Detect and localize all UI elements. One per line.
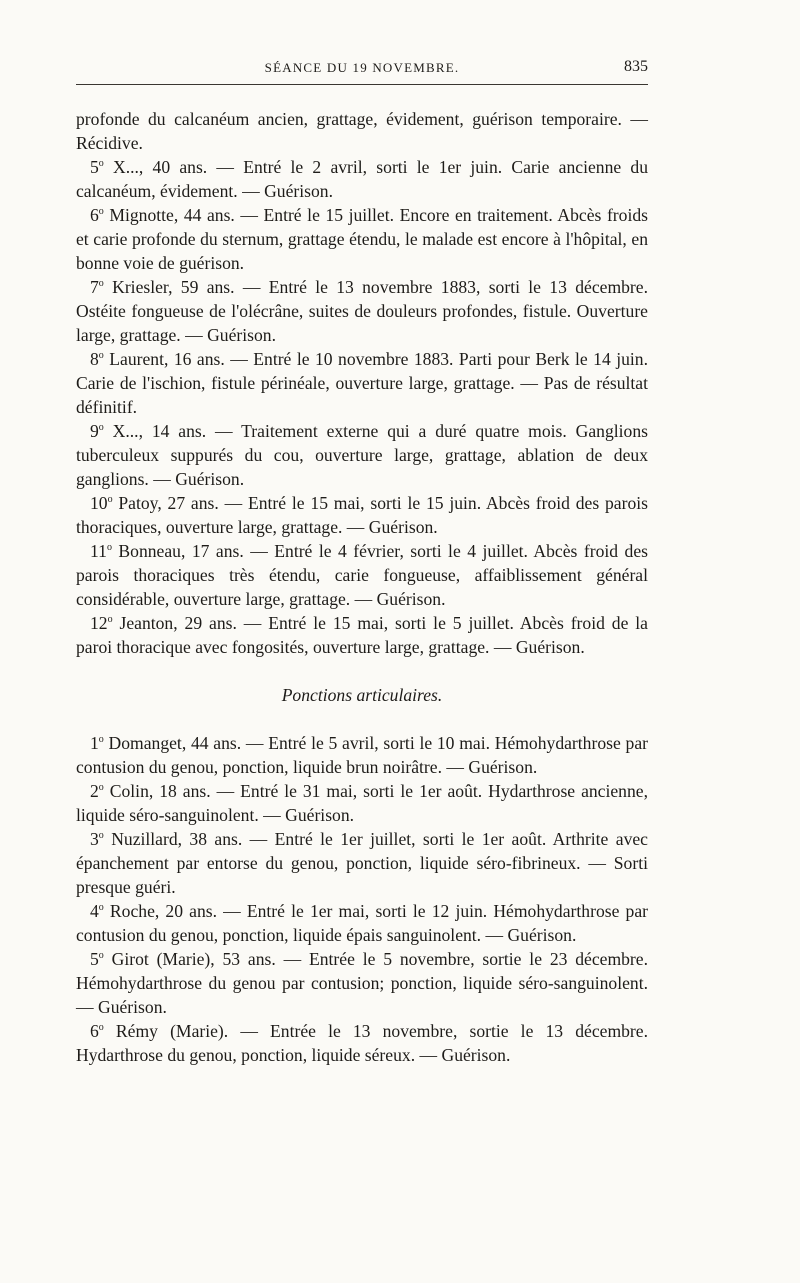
document-body: [76, 107, 648, 1067]
page-header: [76, 58, 648, 85]
case-number: 2: [90, 781, 99, 801]
ordinal-suffix: o: [106, 542, 112, 554]
case-text: Jeanton, 29 ans. — Entré le 15 mai, sorti le 5 juillet. Abcès froid de la paroi thoracique avec fongosités, ouverture large, grattage. — Guérison.: [76, 613, 648, 657]
case-text: Domanget, 44 ans. — Entré le 5 avril, sorti le 10 mai. Hémohydarthrose par contusion du genou, ponction, liquide brun noirâtre. — Guérison.: [76, 733, 648, 777]
case-number: 10: [90, 493, 108, 513]
ordinal-suffix: o: [98, 830, 104, 842]
ordinal-suffix: o: [98, 278, 104, 290]
ordinal-suffix: o: [98, 950, 104, 962]
ordinal-suffix: o: [98, 734, 104, 746]
case-entry: [76, 419, 648, 491]
case-text: X..., 14 ans. — Traitement externe qui a duré quatre mois. Ganglions tuberculeux suppurés du cou, ouverture large, grattage, ablation de deux ganglions. — Guérison.: [76, 421, 648, 489]
case-entry: [76, 611, 648, 659]
case-number: 6: [90, 1021, 99, 1041]
ordinal-suffix: o: [107, 494, 113, 506]
case-entry: [76, 1019, 648, 1067]
case-number: 3: [90, 829, 99, 849]
case-text: Roche, 20 ans. — Entré le 1er mai, sorti le 12 juin. Hémohydarthrose par contusion du genou, ponction, liquide épais sanguinolent. — Guérison.: [76, 901, 648, 945]
case-text: Mignotte, 44 ans. — Entré le 15 juillet. Encore en traitement. Abcès froids et carie profonde du sternum, grattage étendu, le malade est encore à l'hôpital, en bonne voie de guérison.: [76, 205, 648, 273]
case-text: Rémy (Marie). — Entrée le 13 novembre, sortie le 13 décembre. Hydarthrose du genou, ponction, liquide séreux. — Guérison.: [76, 1021, 648, 1065]
case-number: 9: [90, 421, 99, 441]
case-number: 6: [90, 205, 99, 225]
case-entry: [76, 275, 648, 347]
case-text: Patoy, 27 ans. — Entré le 15 mai, sorti le 15 juin. Abcès froid des parois thoraciques, ouverture large, grattage. — Guérison.: [76, 493, 648, 537]
case-text: X..., 40 ans. — Entré le 2 avril, sorti le 1er juin. Carie ancienne du calcanéum, évidement. — Guérison.: [76, 157, 648, 201]
ordinal-suffix: o: [98, 422, 104, 434]
case-entry: [76, 539, 648, 611]
case-list-before: [76, 155, 648, 659]
case-text: Nuzillard, 38 ans. — Entré le 1er juillet, sorti le 1er août. Arthrite avec épanchement par entorse du genou, ponction, liquide séro-fibrineux. — Sorti presque guéri.: [76, 829, 648, 897]
ordinal-suffix: o: [98, 158, 104, 170]
case-entry: [76, 827, 648, 899]
case-number: 4: [90, 901, 99, 921]
case-entry: [76, 731, 648, 779]
case-number: 11: [90, 541, 107, 561]
case-number: 5: [90, 949, 99, 969]
case-entry: [76, 947, 648, 1019]
running-title: SÉANCE DU 19 NOVEMBRE.: [264, 60, 460, 75]
case-text: Girot (Marie), 53 ans. — Entrée le 5 novembre, sortie le 23 décembre. Hémohydarthrose du genou par contusion; ponction, liquide séro-sanguinolent. — Guérison.: [76, 949, 648, 1017]
case-entry: [76, 347, 648, 419]
case-entry: [76, 899, 648, 947]
ordinal-suffix: o: [98, 1022, 104, 1034]
ordinal-suffix: o: [98, 782, 104, 794]
case-entry: [76, 203, 648, 275]
case-text: Kriesler, 59 ans. — Entré le 13 novembre 1883, sorti le 13 décembre. Ostéite fongueuse de l'olécrâne, suites de douleurs profondes, fistule. Ouverture large, grattage. — Guérison.: [76, 277, 648, 345]
case-number: 12: [90, 613, 108, 633]
continuation-paragraph: profonde du calcanéum ancien, grattage, évidement, guérison temporaire. — Récidive.: [76, 109, 648, 153]
case-entry: [76, 779, 648, 827]
case-text: Bonneau, 17 ans. — Entré le 4 février, sorti le 4 juillet. Abcès froid des parois thoraciques très étendu, carie fongueuse, affaiblissement général considérable, ouverture large, grattage. — Guérison.: [76, 541, 648, 609]
ordinal-suffix: o: [107, 614, 113, 626]
document-page: [76, 58, 648, 1067]
case-number: 5: [90, 157, 99, 177]
case-list-after: [76, 731, 648, 1067]
page-number: 835: [624, 58, 648, 75]
ordinal-suffix: o: [98, 206, 104, 218]
ordinal-suffix: o: [98, 902, 104, 914]
section-title: Ponctions articulaires.: [281, 685, 443, 705]
ordinal-suffix: o: [98, 350, 104, 362]
case-number: 8: [90, 349, 99, 369]
case-entry: [76, 491, 648, 539]
case-entry: [76, 155, 648, 203]
case-text: Colin, 18 ans. — Entré le 31 mai, sorti le 1er août. Hydarthrose ancienne, liquide séro-sanguinolent. — Guérison.: [76, 781, 648, 825]
case-text: Laurent, 16 ans. — Entré le 10 novembre 1883. Parti pour Berk le 14 juin. Carie de l'ischion, fistule périnéale, ouverture large, grattage. — Pas de résultat définitif.: [76, 349, 648, 417]
case-number: 1: [90, 733, 99, 753]
case-number: 7: [90, 277, 99, 297]
